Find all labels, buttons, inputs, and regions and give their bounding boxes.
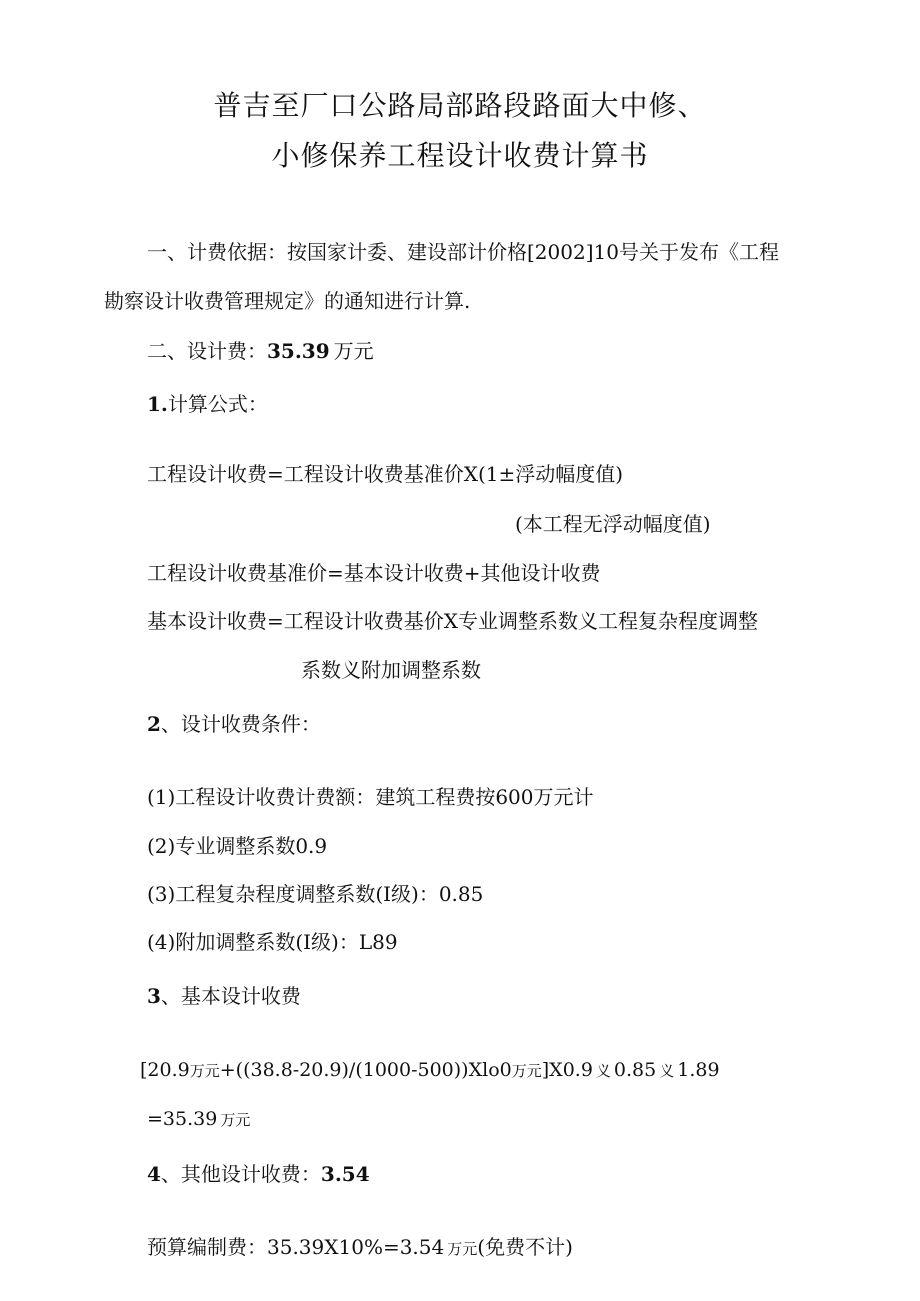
budget-fee-unit: 万元 xyxy=(447,1240,478,1258)
document-title-line-1: 普吉至厂口公路局部路段路面大中修、 xyxy=(213,89,707,122)
formula-basic-fee-line-2: 系数义附加调整系数 xyxy=(301,658,481,682)
calc-multiply-1: 义 xyxy=(595,1062,611,1080)
calc-part-4: 0.85 xyxy=(613,1059,657,1081)
calc-part-2: +((38.8-20.9)/(1000-500))Xlo0 xyxy=(219,1059,512,1081)
formula-float-note: (本工程无浮动幅度值) xyxy=(515,512,711,536)
calc-unit-1: 万元 xyxy=(189,1062,220,1080)
conditions-heading-label: 、设计收费条件： xyxy=(160,712,321,736)
formula-heading-label: 计算公式： xyxy=(167,392,268,416)
formula-design-fee: 工程设计收费=工程设计收费基准价X(1±浮动幅度值) xyxy=(147,462,624,486)
other-fee-heading xyxy=(147,1164,370,1184)
budget-fee-line xyxy=(147,1237,573,1257)
calc-unit-2: 万元 xyxy=(511,1062,542,1080)
condition-item: (2)专业调整系数0.9 xyxy=(147,834,328,858)
other-fee-heading-label: 、其他设计收费： xyxy=(160,1162,321,1186)
basic-fee-result xyxy=(147,1110,250,1129)
calc-multiply-2: 义 xyxy=(659,1062,675,1080)
condition-item: (4)附加调整系数(I级)：L89 xyxy=(147,930,398,954)
design-fee-unit: 万元 xyxy=(333,339,374,363)
formula-heading-number: 1. xyxy=(147,392,168,416)
basic-fee-heading-label: 、基本设计收费 xyxy=(160,984,301,1008)
basic-fee-calculation xyxy=(140,1061,720,1080)
design-fee-heading xyxy=(147,341,374,361)
calc-part-5: 1.89 xyxy=(677,1059,720,1081)
basis-paragraph-line-2: 勘察设计收费管理规定》的通知进行计算. xyxy=(104,289,471,313)
calc-part-3: ]X0.9 xyxy=(541,1059,593,1081)
other-fee-heading-number: 4 xyxy=(147,1162,161,1186)
design-fee-value: 35.39 xyxy=(267,339,330,363)
condition-item: (3)工程复杂程度调整系数(I级)：0.85 xyxy=(147,882,484,906)
conditions-heading xyxy=(147,714,321,734)
budget-fee-note: (免费不计) xyxy=(477,1235,573,1259)
document-title-line-2: 小修保养工程设计收费计算书 xyxy=(271,139,649,172)
calc-result-unit: 万元 xyxy=(220,1111,251,1129)
budget-fee-formula: 预算编制费：35.39X10%=3.54 xyxy=(147,1235,445,1259)
basic-fee-heading-number: 3 xyxy=(147,984,161,1008)
formula-base-price: 工程设计收费基准价=基本设计收费+其他设计收费 xyxy=(147,561,601,585)
calc-result-value: =35.39 xyxy=(147,1108,218,1130)
calc-part-1: [20.9 xyxy=(140,1059,190,1081)
basis-paragraph-line-1: 一、计费依据：按国家计委、建设部计价格[2002]10号关于发布《工程 xyxy=(147,240,779,264)
conditions-heading-number: 2 xyxy=(147,712,161,736)
formula-basic-fee-line-1: 基本设计收费=工程设计收费基价X专业调整系数义工程复杂程度调整 xyxy=(147,609,758,633)
formula-heading xyxy=(147,394,268,414)
basic-fee-heading xyxy=(147,986,301,1006)
condition-item: (1)工程设计收费计费额：建筑工程费按600万元计 xyxy=(147,785,594,809)
other-fee-value: 3.54 xyxy=(320,1162,370,1186)
design-fee-label: 二、设计费： xyxy=(147,339,267,363)
